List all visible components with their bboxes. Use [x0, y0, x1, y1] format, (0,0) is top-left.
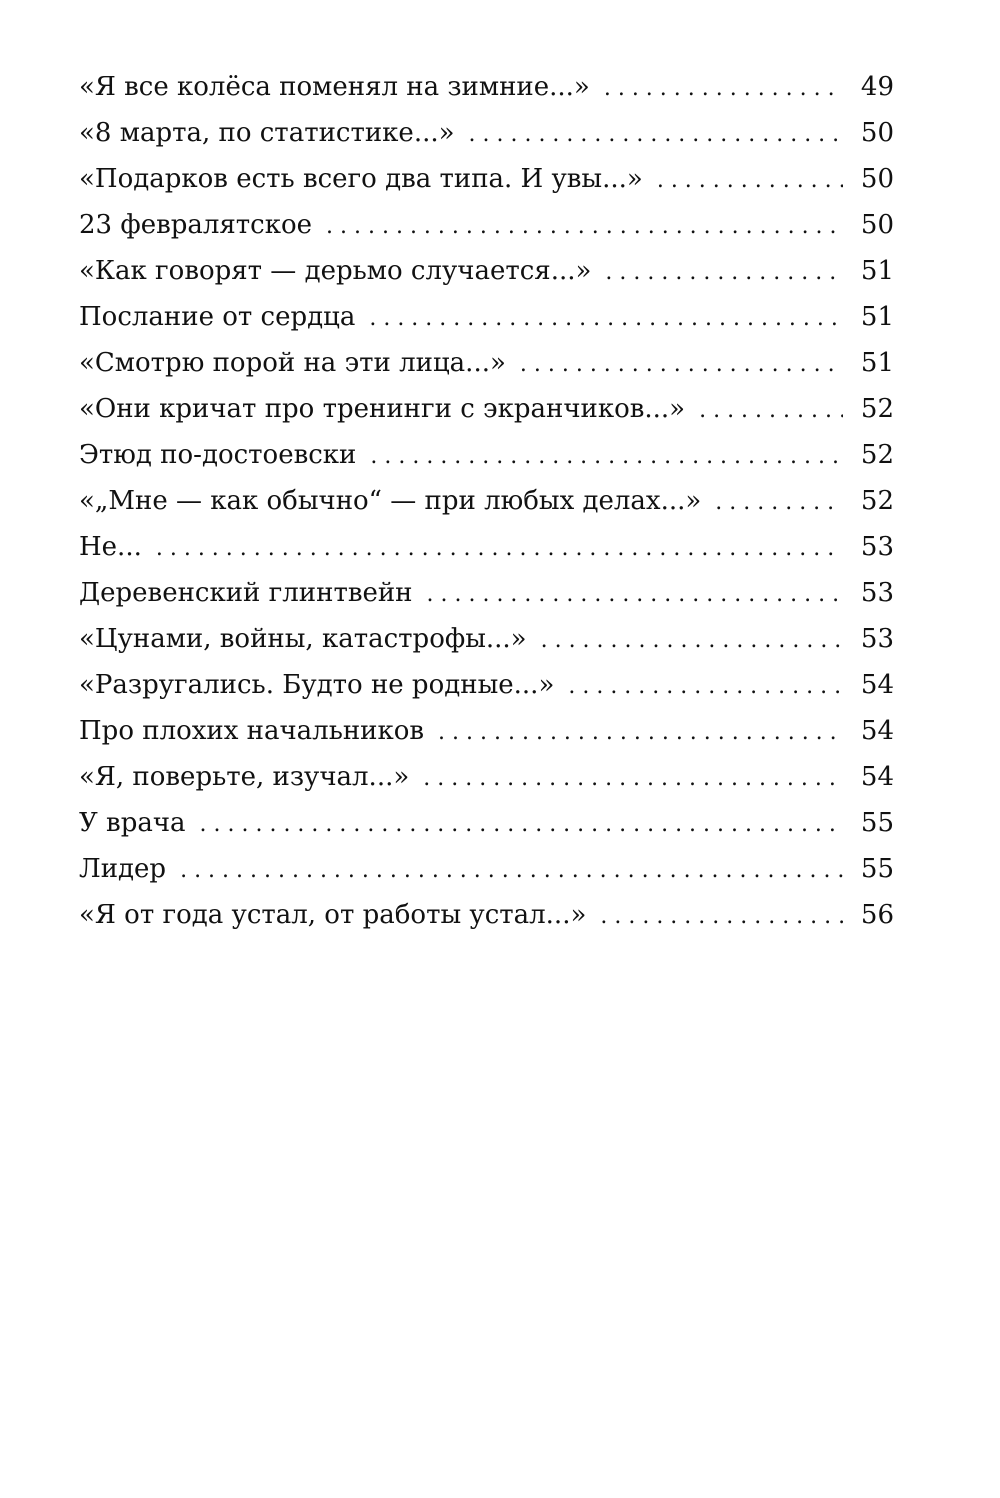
toc-entry-title: «„Мне — как обычно“ — при любых делах...»: [79, 486, 702, 516]
toc-entry-title: «Я все колёса поменял на зимние...»: [79, 72, 590, 102]
dot-leader: [699, 388, 843, 434]
toc-entry-page: 50: [860, 210, 894, 240]
toc-entry-page: 52: [860, 440, 894, 470]
toc-entry: [79, 524, 894, 570]
toc-entry-page: 52: [860, 486, 894, 516]
toc-entry-title: «Смотрю порой на эти лица...»: [79, 348, 506, 378]
toc-entry: [79, 110, 894, 156]
toc-entry: [79, 64, 894, 110]
toc-entry-title: «Я от года устал, от работы устал...»: [79, 900, 587, 930]
dot-leader: [657, 158, 843, 204]
toc-entry-title: «Они кричат про тренинги с экранчиков...»: [79, 394, 686, 424]
toc-entry: [79, 248, 894, 294]
dot-leader: [423, 756, 843, 802]
toc-entry: [79, 432, 894, 478]
dot-leader: [469, 112, 843, 158]
toc-entry: [79, 892, 894, 938]
toc-entry: [79, 800, 894, 846]
toc-entry-page: 51: [860, 256, 894, 286]
dot-leader: [605, 250, 842, 296]
toc-entry-title: Не...: [79, 532, 142, 562]
toc-entry-page: 53: [860, 532, 894, 562]
toc-entry-page: 55: [860, 808, 894, 838]
dot-leader: [369, 296, 843, 342]
toc-entry-title: Лидер: [79, 854, 167, 884]
toc-entry-title: «8 марта, по статистике...»: [79, 118, 455, 148]
dot-leader: [600, 894, 843, 940]
dot-leader: [427, 572, 843, 618]
toc-entry-title: Деревенский глинтвейн: [79, 578, 413, 608]
toc-entry: [79, 662, 894, 708]
toc-entry: [79, 846, 894, 892]
dot-leader: [715, 480, 843, 526]
toc-entry-title: «Подарков есть всего два типа. И увы...»: [79, 164, 643, 194]
dot-leader: [200, 802, 843, 848]
dot-leader: [604, 66, 843, 112]
toc-entry: [79, 156, 894, 202]
toc-entry-page: 50: [860, 164, 894, 194]
toc-entry-title: Про плохих начальников: [79, 716, 425, 746]
toc-entry-title: «Как говорят — дерьмо случается...»: [79, 256, 592, 286]
toc-entry-page: 55: [860, 854, 894, 884]
toc-entry-page: 51: [860, 302, 894, 332]
dot-leader: [180, 848, 843, 894]
toc-entry: [79, 386, 894, 432]
dot-leader: [156, 526, 843, 572]
toc-entry-title: «Я, поверьте, изучал...»: [79, 762, 410, 792]
table-of-contents: [79, 64, 894, 938]
toc-entry-title: У врача: [79, 808, 186, 838]
toc-entry-title: 23 февралятское: [79, 210, 313, 240]
toc-entry-page: 53: [860, 624, 894, 654]
dot-leader: [326, 204, 843, 250]
toc-entry-page: 51: [860, 348, 894, 378]
toc-entry-page: 50: [860, 118, 894, 148]
toc-entry: [79, 294, 894, 340]
toc-entry-page: 53: [860, 578, 894, 608]
dot-leader: [568, 664, 843, 710]
dot-leader: [370, 434, 843, 480]
toc-entry-page: 56: [860, 900, 894, 930]
toc-entry: [79, 478, 894, 524]
toc-entry-title: Этюд по-достоевски: [79, 440, 357, 470]
toc-entry-title: «Разругались. Будто не родные...»: [79, 670, 555, 700]
toc-entry: [79, 616, 894, 662]
toc-entry-page: 49: [860, 72, 894, 102]
dot-leader: [520, 342, 843, 388]
toc-entry-page: 54: [860, 716, 894, 746]
toc-entry: [79, 340, 894, 386]
toc-entry-page: 52: [860, 394, 894, 424]
dot-leader: [438, 710, 843, 756]
toc-entry: [79, 202, 894, 248]
toc-entry: [79, 708, 894, 754]
toc-entry-title: Послание от сердца: [79, 302, 356, 332]
toc-entry-page: 54: [860, 670, 894, 700]
dot-leader: [541, 618, 843, 664]
toc-entry-page: 54: [860, 762, 894, 792]
toc-entry-title: «Цунами, войны, катастрофы...»: [79, 624, 527, 654]
toc-entry: [79, 754, 894, 800]
toc-entry: [79, 570, 894, 616]
